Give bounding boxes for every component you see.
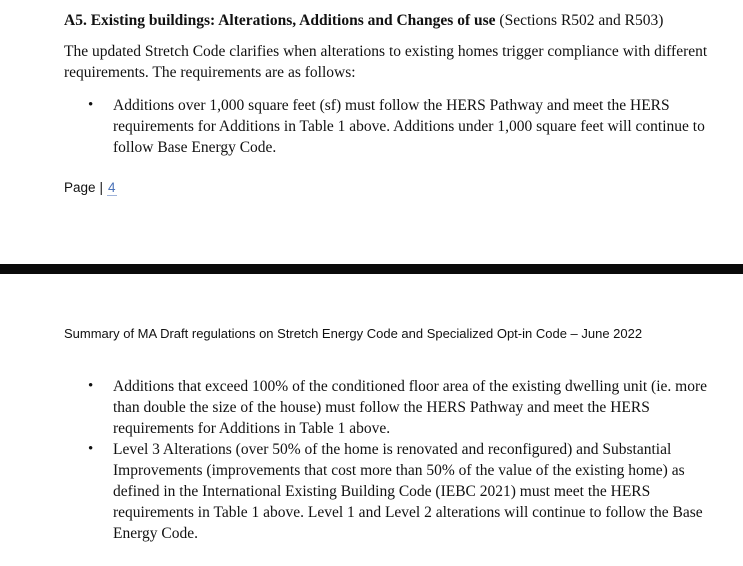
list-item: [0, 95, 708, 158]
bullet-list-page-4: [0, 95, 743, 158]
list-item-text: Level 3 Alterations (over 50% of the home is renovated and reconfigured) and Substantial Improvements (improvements that cost more than 50% of the value of the existing home) as defined in the International Existing Building Code (IEBC 2021) must meet the HERS requirements in Table 1 above. Level 1 and Level 2 alterations will continue to follow the Base Energy Code.: [113, 441, 703, 542]
list-item: [0, 376, 708, 439]
section-heading-reference: (Sections R502 and R503): [495, 12, 664, 29]
bullet-icon: •: [88, 441, 94, 457]
page-4-bottom: [0, 0, 743, 264]
list-item-text: Additions over 1,000 square feet (sf) must follow the HERS Pathway and meet the HERS requirements for Additions in Table 1 above. Additions under 1,000 square feet will continue to follow Base Energy Code.: [113, 97, 705, 156]
page-footer: [64, 179, 117, 197]
running-header: Summary of MA Draft regulations on Stretch Energy Code and Specialized Opt-in Code – June 2022: [64, 326, 643, 341]
page-separator: |: [99, 180, 104, 195]
bullet-list-page-5: [0, 376, 743, 544]
page-break-divider: [0, 264, 743, 274]
bullet-icon: •: [88, 97, 94, 113]
section-heading-bold: A5. Existing buildings: Alterations, Additions and Changes of use: [64, 12, 496, 29]
section-heading: [64, 11, 734, 31]
page-label: Page: [64, 180, 96, 195]
list-item: [0, 439, 708, 544]
bullet-icon: •: [88, 378, 94, 394]
page-number: 4: [108, 180, 116, 195]
intro-paragraph: The updated Stretch Code clarifies when alterations to existing homes trigger compliance with different requirements. The requirements are as follows:: [64, 43, 708, 81]
list-item-text: Additions that exceed 100% of the conditioned floor area of the existing dwelling unit (ie. more than double the size of the house) must follow the HERS Pathway and meet the HERS requirements for Additions in Table 1 above.: [113, 378, 708, 437]
